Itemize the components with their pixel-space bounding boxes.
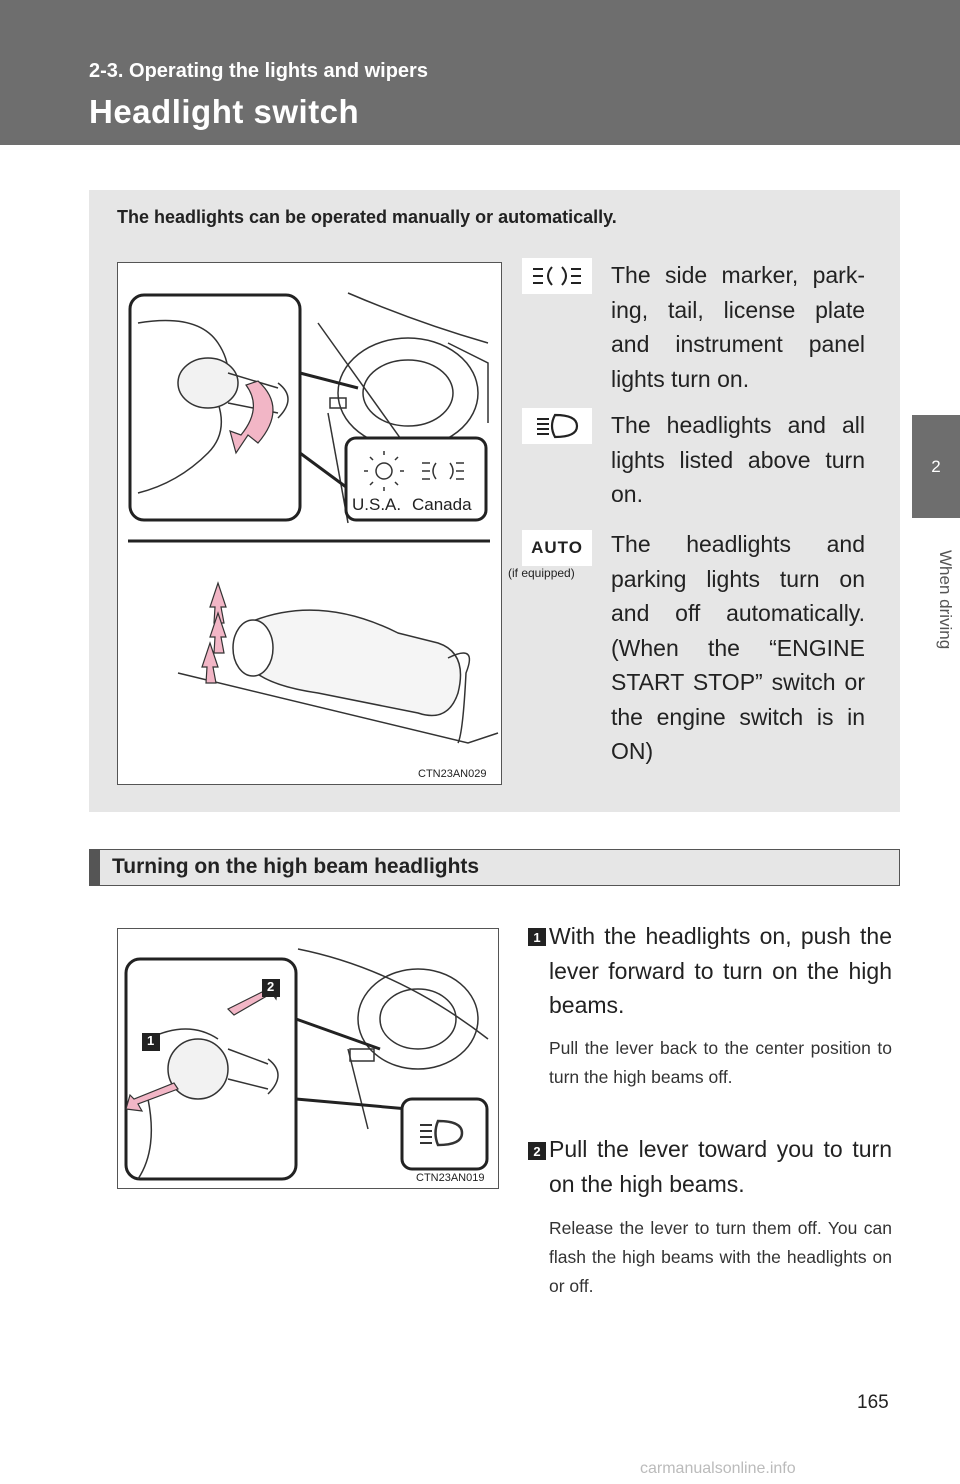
auto-icon-label: AUTO bbox=[531, 538, 583, 557]
step-2-text: Pull the lever toward you to turn on the high beams. bbox=[549, 1136, 892, 1197]
headlight-icon bbox=[522, 408, 592, 444]
page-number: 165 bbox=[857, 1392, 889, 1413]
chapter-tab-number[interactable]: 2 bbox=[912, 415, 960, 518]
footer-watermark: carmanualsonline.info bbox=[640, 1460, 796, 1477]
mode-description-side-marker: The side marker, park-ing, tail, license plate and instrument panel lights turn on. bbox=[611, 262, 865, 392]
lever-illustration bbox=[118, 263, 501, 784]
figure-marker-2: 2 bbox=[267, 979, 275, 994]
intro-text: The headlights can be operated manually or automatically. bbox=[117, 207, 617, 227]
figure-marker-1: 1 bbox=[147, 1033, 155, 1048]
step-1-note: Pull the lever back to the center position to turn the high beams off. bbox=[549, 1038, 892, 1087]
high-beam-lever-illustration bbox=[118, 929, 498, 1188]
auto-icon bbox=[522, 530, 592, 566]
step-marker-2: 2 bbox=[528, 1142, 546, 1160]
section-label: 2-3. Operating the lights and wipers bbox=[89, 60, 428, 82]
callout-label-usa: U.S.A. bbox=[352, 495, 402, 514]
if-equipped-note: (if equipped) bbox=[508, 566, 575, 580]
page-title: Headlight switch bbox=[89, 93, 360, 130]
step-1-text: With the headlights on, push the lever forward to turn on the high beams. bbox=[549, 923, 892, 1018]
subsection-heading-bar bbox=[90, 850, 100, 885]
figure-code: CTN23AN019 bbox=[416, 1172, 485, 1184]
high-beam-illustration bbox=[117, 928, 499, 1189]
step-marker-1: 1 bbox=[528, 928, 546, 946]
side-marker-lights-icon bbox=[522, 258, 592, 294]
headlight-switch-illustration bbox=[117, 262, 502, 785]
subsection-heading bbox=[89, 849, 900, 886]
step-2-note: Release the lever to turn them off. You can flash the high beams with the headlights on or off. bbox=[549, 1218, 892, 1296]
mode-description-headlights: The headlights and all lights listed above turn on. bbox=[611, 412, 865, 507]
figure-code: CTN23AN029 bbox=[418, 768, 487, 780]
callout-label-canada: Canada bbox=[412, 495, 472, 514]
page-header bbox=[0, 0, 960, 145]
chapter-tab-label: When driving bbox=[936, 550, 955, 650]
mode-description-auto: The headlights and parking lights turn on and off automatically. (When the “ENGINE START STOP” switch or the engine switch is in ON) bbox=[611, 531, 865, 764]
subsection-title: Turning on the high beam headlights bbox=[112, 855, 480, 878]
